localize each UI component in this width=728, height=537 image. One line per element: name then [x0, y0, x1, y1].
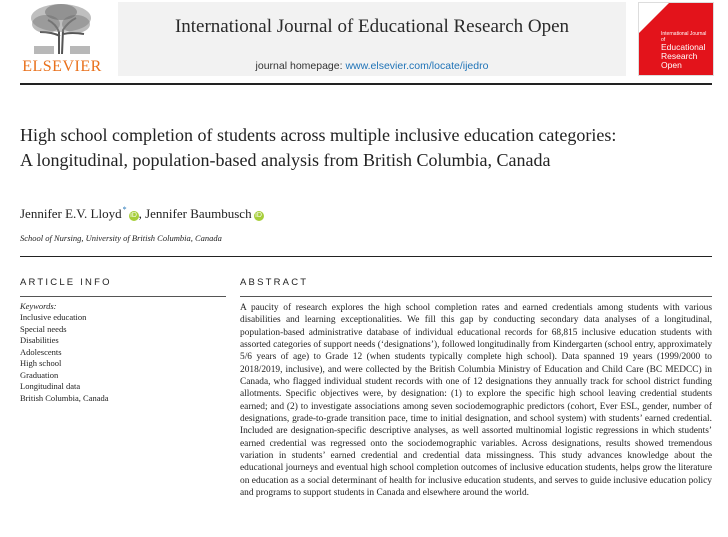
- orcid-icon[interactable]: iD: [255, 212, 262, 219]
- author-affiliation: School of Nursing, University of British Columbia, Canada: [20, 233, 222, 243]
- journal-homepage: [118, 60, 626, 72]
- keyword-item[interactable]: Longitudinal data: [20, 381, 81, 391]
- cover-text: [661, 31, 711, 70]
- abstract-heading: ABSTRACT: [240, 277, 309, 288]
- publisher-name: ELSEVIER: [22, 58, 102, 75]
- homepage-label: journal homepage:: [255, 60, 343, 72]
- cover-small-text: International Journal of: [661, 31, 707, 43]
- keyword-list: [20, 312, 109, 404]
- keywords-label: Keywords:: [20, 301, 57, 311]
- author-name[interactable]: Jennifer E.V. Lloyd: [20, 206, 122, 221]
- cover-title-text: Educational Research Open: [661, 42, 706, 70]
- keyword-item[interactable]: Graduation: [20, 369, 59, 380]
- orcid-icon[interactable]: iD: [130, 212, 137, 219]
- corresponding-author-mark[interactable]: *: [122, 205, 127, 214]
- abstract-text: A paucity of research explores the high school completion rates and earned credentials among students with various disabilities and learning exceptionalities. We fill this gap by conducting secondary data analyses of a longitudinal, population-based administrative database of individual educational records for 68,815 inclusive education students with assorted categories of support needs (‘designations’), followed longitudinally from Kindergarten (school entry, approximately 5/6 years of age) to Grade 12 (when students typically complete high school). Data spanned 19 years (1999/2000 to 2018/2019, inclusive), and were collected by the British Columbia Ministry of Education and Child Care (BC MEDCC) in Canada, who flagged individual student records with one of 12 designations they annually track for school district funding allotments. Specific objectives were, by designation: (1) to explore the specific high school leaving credential students earned; and (2) to investigate associations among seven sociodemographic predictors (cohort, Ever ESL, gender, number of designations, grade-to-grade transition pace, time to initial designation, and school system) with students’ earned credential. Included are designation-specific descriptive analyses, as well assorted multinomial logistic regressions in which students’ earned credential was regressed onto the sociodemographic variables. Across designations, results showed tremendous variation in students’ earned credential and credential data missingness. This study advances knowledge about the educational journeys and eventual high school completion outcomes of inclusive education students, helps grow the literature on education as a social determinant of health for inclusive education students, and serves to guide inclusive education policy and programs to support students in Canada and elsewhere around the world.: [240, 303, 713, 499]
- author-list: [20, 205, 264, 222]
- article-info-heading: ARTICLE INFO: [20, 277, 112, 288]
- journal-title[interactable]: International Journal of Educational Research Open: [174, 16, 570, 37]
- header-divider: [20, 83, 712, 85]
- elsevier-tree-icon: [26, 2, 96, 54]
- keyword-item[interactable]: Adolescents: [20, 346, 62, 357]
- keyword-item[interactable]: Inclusive education: [20, 312, 87, 322]
- journal-cover-thumbnail[interactable]: [638, 2, 714, 76]
- journal-header: [0, 0, 728, 80]
- keyword-item[interactable]: Disabilities: [20, 335, 59, 345]
- homepage-link[interactable]: www.elsevier.com/locate/ijedro: [345, 60, 489, 72]
- article-info-rule: [20, 296, 226, 297]
- journal-banner: [118, 2, 626, 76]
- keyword-item[interactable]: High school: [20, 358, 62, 368]
- keyword-item[interactable]: British Columbia, Canada: [20, 392, 109, 403]
- author-separator: ,: [138, 206, 142, 221]
- keyword-item[interactable]: Special needs: [20, 323, 67, 334]
- elsevier-logo[interactable]: [20, 0, 104, 78]
- abstract-rule: [240, 296, 712, 297]
- title-divider: [20, 256, 712, 257]
- article-title: High school completion of students across multiple inclusive education categories: A longitudinal, population-based analysis from British Columbia, Canada: [20, 125, 617, 170]
- author-name[interactable]: Jennifer Baumbusch: [145, 206, 252, 221]
- cover-corner: [639, 3, 669, 33]
